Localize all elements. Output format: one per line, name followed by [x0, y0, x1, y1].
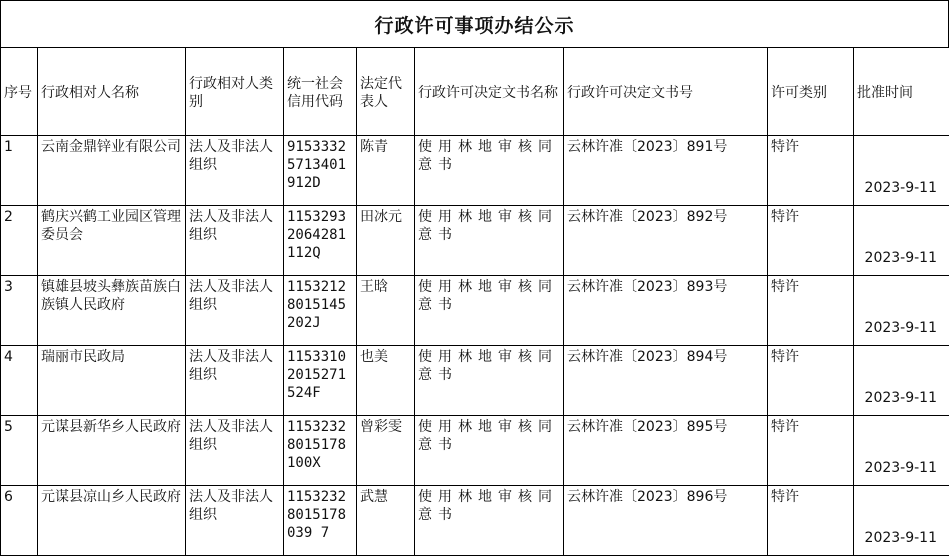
header-name: 行政相对人名称: [38, 48, 186, 136]
cell-license-type: 特许: [768, 486, 854, 556]
header-credit-code: 统一社会信用代码: [284, 48, 357, 136]
cell-name: 瑞丽市民政局: [38, 346, 186, 416]
cell-name: 元谋县凉山乡人民政府: [38, 486, 186, 556]
cell-no: 3: [1, 276, 38, 346]
cell-decision-name: 使用林地审核同意书: [415, 486, 564, 556]
table-row: [1, 276, 949, 346]
cell-decision-name: 使用林地审核同意书: [415, 136, 564, 206]
cell-date: 2023-9-11: [854, 486, 949, 556]
cell-category: 法人及非法人组织: [186, 486, 284, 556]
cell-category: 法人及非法人组织: [186, 346, 284, 416]
cell-decision-name: 使用林地审核同意书: [415, 276, 564, 346]
cell-license-type: 特许: [768, 416, 854, 486]
cell-category: 法人及非法人组织: [186, 206, 284, 276]
cell-decision-no: 云林许准〔2023〕893号: [564, 276, 768, 346]
cell-decision-no: 云林许准〔2023〕895号: [564, 416, 768, 486]
cell-date: 2023-9-11: [854, 136, 949, 206]
cell-legal-rep: 曾彩雯: [357, 416, 415, 486]
cell-no: 2: [1, 206, 38, 276]
cell-decision-no: 云林许准〔2023〕894号: [564, 346, 768, 416]
cell-date: 2023-9-11: [854, 206, 949, 276]
cell-legal-rep: 也美: [357, 346, 415, 416]
cell-category: 法人及非法人组织: [186, 276, 284, 346]
cell-decision-no: 云林许准〔2023〕891号: [564, 136, 768, 206]
header-decision-name: 行政许可决定文书名称: [415, 48, 564, 136]
header-no: 序号: [1, 48, 38, 136]
page-title: 行政许可事项办结公示: [0, 0, 949, 47]
cell-decision-name: 使用林地审核同意书: [415, 346, 564, 416]
cell-decision-no: 云林许准〔2023〕892号: [564, 206, 768, 276]
cell-name: 鹤庆兴鹤工业园区管理委员会: [38, 206, 186, 276]
cell-no: 6: [1, 486, 38, 556]
results-table: [0, 47, 949, 556]
cell-credit-code: 11533102015271524F: [284, 346, 357, 416]
cell-no: 4: [1, 346, 38, 416]
cell-name: 云南金鼎锌业有限公司: [38, 136, 186, 206]
table-row: [1, 416, 949, 486]
cell-no: 1: [1, 136, 38, 206]
cell-license-type: 特许: [768, 206, 854, 276]
cell-license-type: 特许: [768, 276, 854, 346]
cell-decision-name: 使用林地审核同意书: [415, 416, 564, 486]
cell-legal-rep: 武慧: [357, 486, 415, 556]
cell-category: 法人及非法人组织: [186, 136, 284, 206]
cell-legal-rep: 王晗: [357, 276, 415, 346]
cell-license-type: 特许: [768, 136, 854, 206]
cell-category: 法人及非法人组织: [186, 416, 284, 486]
header-decision-no: 行政许可决定文书号: [564, 48, 768, 136]
cell-date: 2023-9-11: [854, 276, 949, 346]
header-row: [1, 48, 949, 136]
cell-no: 5: [1, 416, 38, 486]
cell-credit-code: 11532128015145202J: [284, 276, 357, 346]
cell-credit-code: 115329320642811​12Q: [284, 206, 357, 276]
cell-license-type: 特许: [768, 346, 854, 416]
header-license-type: 许可类别: [768, 48, 854, 136]
table-row: [1, 136, 949, 206]
table-row: [1, 486, 949, 556]
cell-decision-name: 使用林地审核同意书: [415, 206, 564, 276]
cell-credit-code: 91533325713401912D: [284, 136, 357, 206]
table-row: [1, 206, 949, 276]
cell-legal-rep: 陈青: [357, 136, 415, 206]
cell-name: 元谋县新华乡人民政府: [38, 416, 186, 486]
cell-name: 镇雄县坡头彝族苗族白族镇人民政府: [38, 276, 186, 346]
table-row: [1, 346, 949, 416]
header-category: 行政相对人类别: [186, 48, 284, 136]
header-date: 批准时间: [854, 48, 949, 136]
cell-date: 2023-9-11: [854, 416, 949, 486]
header-legal-rep: 法定代表人: [357, 48, 415, 136]
cell-date: 2023-9-11: [854, 346, 949, 416]
cell-legal-rep: 田冰元: [357, 206, 415, 276]
cell-decision-no: 云林许准〔2023〕896号: [564, 486, 768, 556]
cell-credit-code: 11532328015178100X: [284, 416, 357, 486]
cell-credit-code: 11532328015178039 7: [284, 486, 357, 556]
